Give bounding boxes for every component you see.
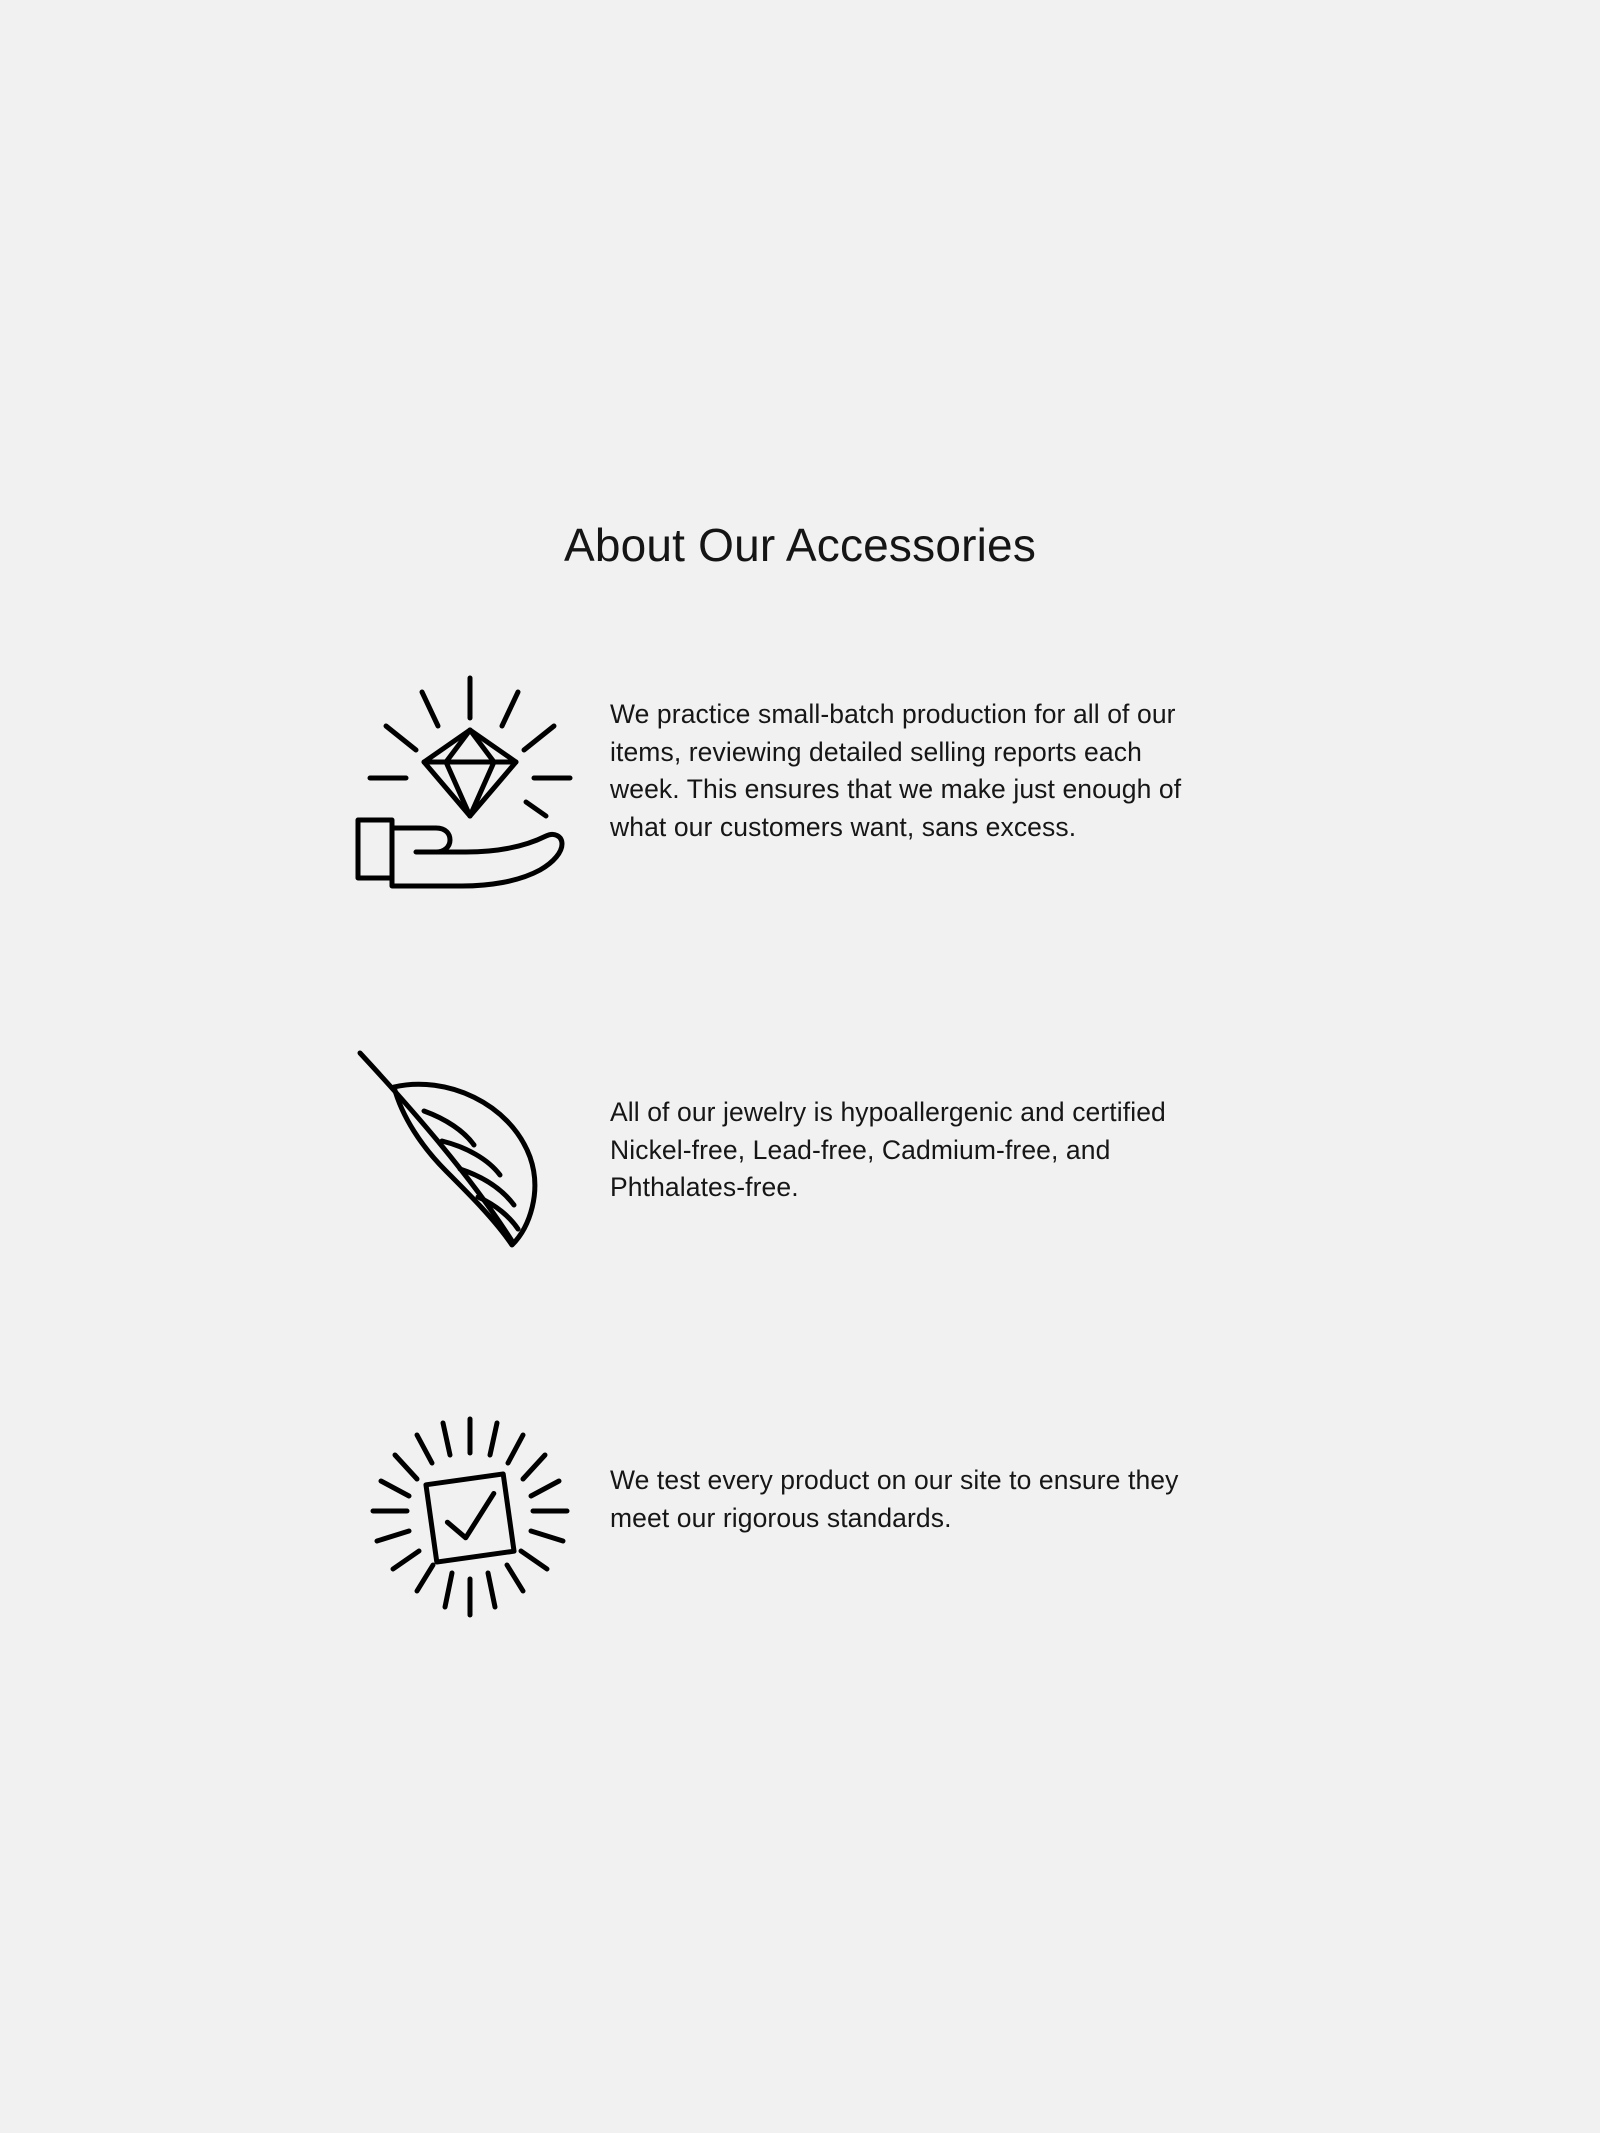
list-item	[330, 1400, 1270, 1635]
feature-list	[330, 660, 1270, 1635]
list-item-label: We practice small-batch production for all of our items, reviewing detailed selling reports each week. This ensures that we make just enough of what our customers want, sans excess.	[610, 699, 1182, 842]
page-title: About Our Accessories	[563, 519, 1037, 572]
diamond-in-hand-icon	[330, 660, 610, 910]
list-item-label: We test every product on our site to ensure they meet our rigorous standards.	[610, 1465, 1179, 1533]
feather-icon	[330, 1040, 610, 1270]
list-item	[330, 1040, 1270, 1270]
list-item	[330, 660, 1270, 910]
list-item-label: All of our jewelry is hypoallergenic and certified Nickel-free, Lead-free, Cadmium-free, and Phthalates-free.	[610, 1097, 1166, 1203]
checkmark-burst-icon	[330, 1400, 610, 1635]
